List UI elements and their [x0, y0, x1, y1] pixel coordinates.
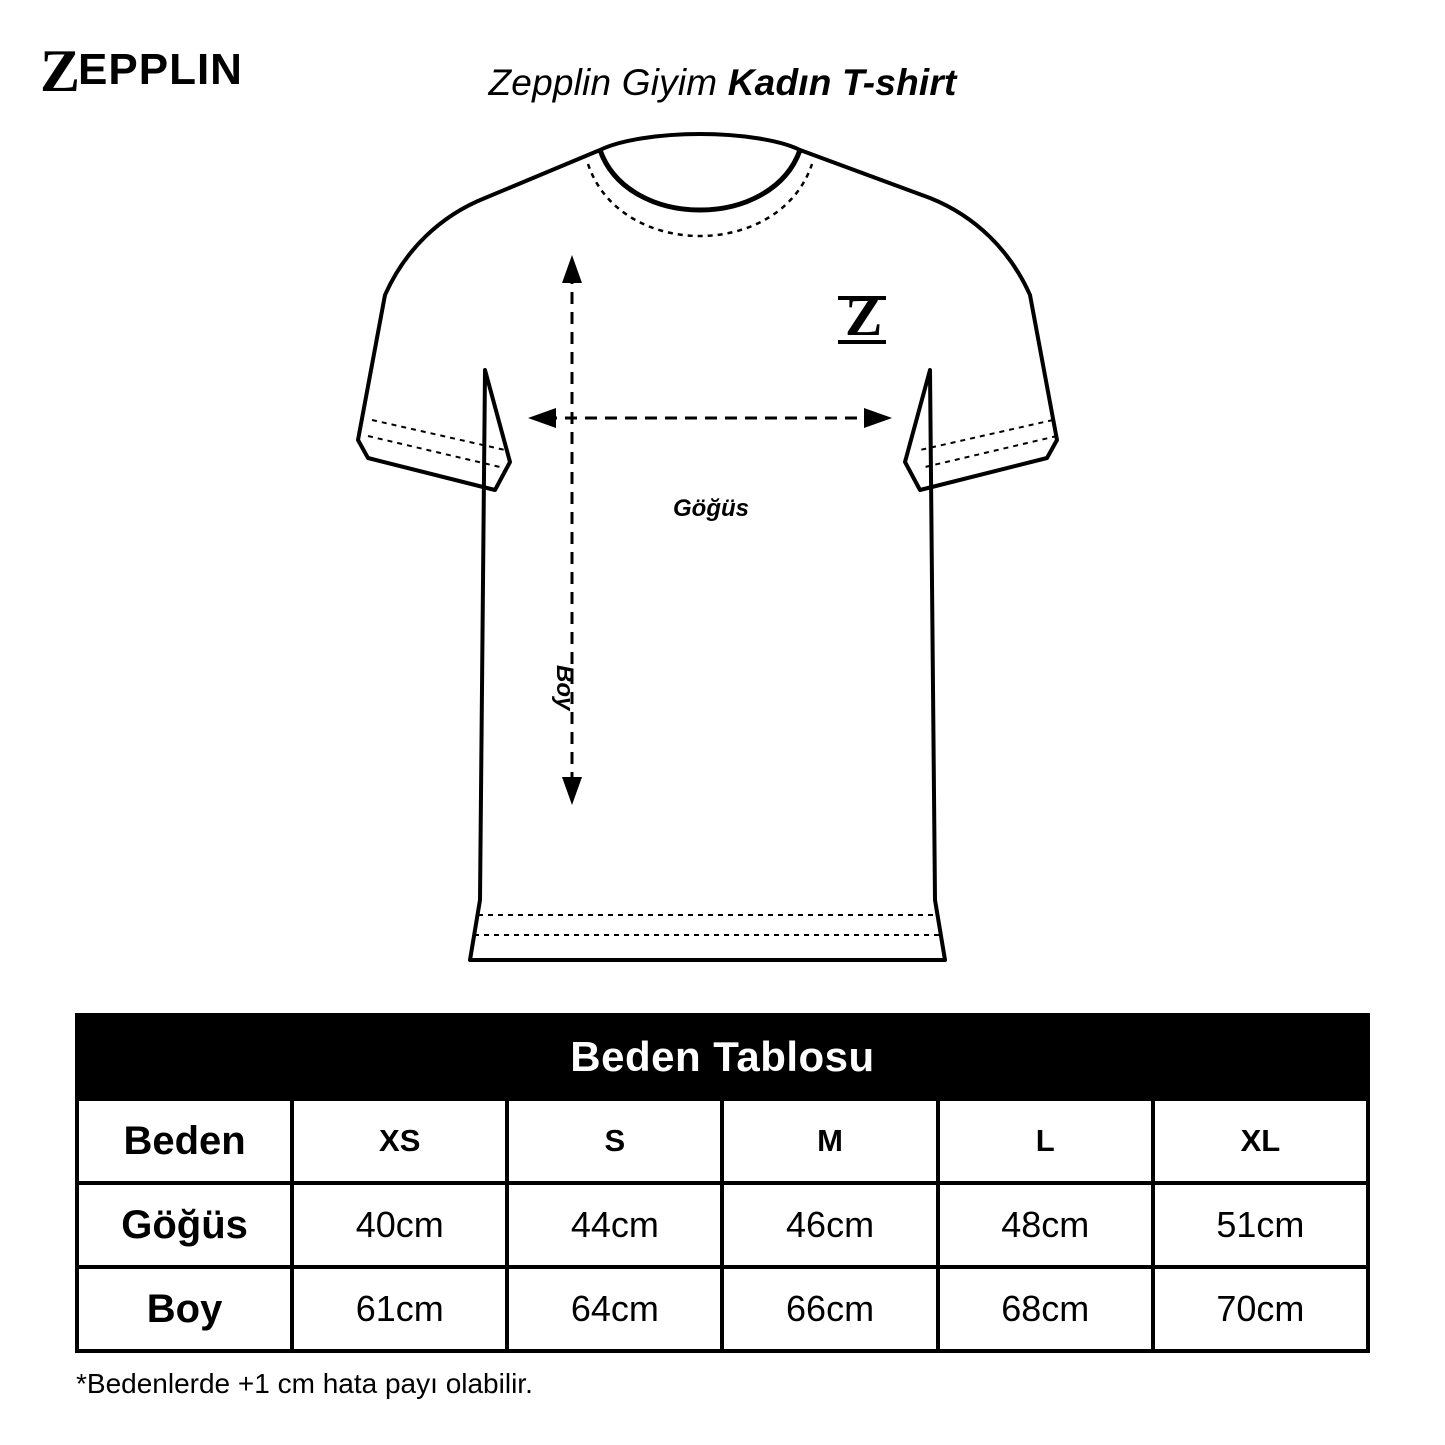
- svg-text:Z: Z: [845, 286, 883, 348]
- row-label-gogus: Göğüs: [77, 1183, 292, 1267]
- header-cell-l: L: [938, 1099, 1153, 1183]
- cell-boy-xs: 61cm: [292, 1267, 507, 1351]
- footnote: *Bedenlerde +1 cm hata payı olabilir.: [76, 1368, 533, 1399]
- length-measure-label: Boy: [551, 665, 578, 711]
- tshirt-outline-icon: [0, 120, 1445, 1000]
- cell-gogus-m: 46cm: [722, 1183, 937, 1267]
- cell-boy-s: 64cm: [507, 1267, 722, 1351]
- cell-gogus-xl: 51cm: [1153, 1183, 1368, 1267]
- page-title-light: Zepplin Giyim: [488, 62, 718, 103]
- header-cell-m: M: [722, 1099, 937, 1183]
- header-cell-beden: Beden: [77, 1099, 292, 1183]
- table-header-row: [77, 1099, 1368, 1183]
- cell-boy-m: 66cm: [722, 1267, 937, 1351]
- header: [0, 0, 1445, 130]
- cell-gogus-xs: 40cm: [292, 1183, 507, 1267]
- cell-gogus-s: 44cm: [507, 1183, 722, 1267]
- cell-gogus-l: 48cm: [938, 1183, 1153, 1267]
- row-label-boy: Boy: [77, 1267, 292, 1351]
- table-title: Beden Tablosu: [77, 1015, 1368, 1099]
- brand-logo-text: EPPLIN: [78, 45, 243, 94]
- header-cell-s: S: [507, 1099, 722, 1183]
- brand-logo-initial: Z: [40, 38, 79, 104]
- table-title-row: [77, 1015, 1368, 1099]
- chest-measure-label: Göğüs: [673, 495, 749, 522]
- table-row: [77, 1183, 1368, 1267]
- cell-boy-xl: 70cm: [1153, 1267, 1368, 1351]
- page-title: [0, 62, 1445, 104]
- tshirt-illustration: [0, 120, 1445, 1000]
- size-chart-table: [75, 1013, 1370, 1353]
- page-title-bold: Kadın T-shirt: [727, 62, 957, 103]
- header-cell-xl: XL: [1153, 1099, 1368, 1183]
- table-row: [77, 1267, 1368, 1351]
- header-cell-xs: XS: [292, 1099, 507, 1183]
- cell-boy-l: 68cm: [938, 1267, 1153, 1351]
- chest-logo-mark: [838, 286, 886, 348]
